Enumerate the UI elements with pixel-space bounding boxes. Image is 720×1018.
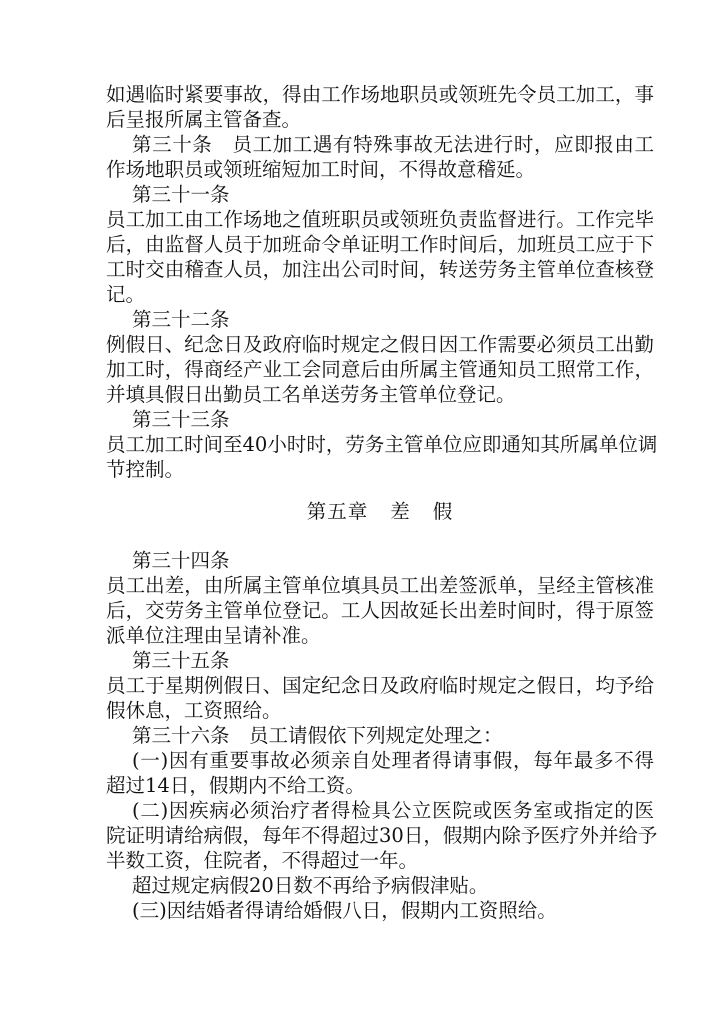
list-item-1: (一)因有重要事故必须亲自处理者得请事假，每年最多不得 [132, 749, 654, 772]
article-30-line: 第三十条 员工加工遇有特殊事故无法进行时，应即报由工 [132, 133, 654, 156]
chapter-number: 第五章 [306, 500, 369, 523]
chapter-title-char: 假 [432, 500, 454, 523]
article-heading: 第三十二条 [132, 308, 230, 331]
article-36-line: 第三十六条 员工请假依下列规定处理之： [132, 724, 503, 747]
text-line: 院证明请给病假，每年不得超过30日，假期内除予医疗外并给予 [106, 824, 658, 847]
text-line: 记。 [106, 283, 146, 306]
list-item-3: (三)因结婚者得请给婚假八日，假期内工资照给。 [132, 899, 557, 922]
text-line: 节控制。 [106, 458, 185, 481]
text-line: 员工加工由工作场地之值班职员或领班负责监督进行。工作完毕 [106, 208, 654, 231]
text-line: 半数工资，住院者，不得超过一年。 [106, 849, 419, 872]
article-heading: 第三十五条 [132, 649, 230, 672]
text-line: 后呈报所属主管备查。 [106, 108, 302, 131]
chapter-heading [106, 499, 654, 524]
text-line: 加工时，得商经产业工会同意后由所属主管通知员工照常工作， [106, 358, 654, 381]
article-heading: 第三十一条 [132, 183, 230, 206]
list-item-2: (二)因疾病必须治疗者得检具公立医院或医务室或指定的医 [132, 799, 654, 822]
text-line: 超过14日，假期内不给工资。 [106, 774, 365, 797]
text-line: 并填具假日出勤员工名单送劳务主管单位登记。 [106, 383, 516, 406]
text-line: 假休息，工资照给。 [106, 699, 282, 722]
article-heading: 第三十四条 [132, 549, 230, 572]
text-line: 员工加工时间至40小时时，劳务主管单位应即通知其所属单位调 [106, 433, 658, 456]
text-line: 如遇临时紧要事故，得由工作场地职员或领班先令员工加工，事 [106, 83, 654, 106]
text-line: 例假日、纪念日及政府临时规定之假日因工作需要必须员工出勤 [106, 333, 654, 356]
text-line: 超过规定病假20日数不再给予病假津贴。 [132, 874, 489, 897]
text-line: 员工出差，由所属主管单位填具员工出差签派单，呈经主管核准 [106, 574, 654, 597]
text-line: 员工于星期例假日、国定纪念日及政府临时规定之假日，均予给 [106, 674, 654, 697]
text-line: 派单位注理由呈请补准。 [106, 624, 321, 647]
document-page [106, 82, 658, 923]
text-line: 作场地职员或领班缩短加工时间，不得故意稽延。 [106, 158, 536, 181]
text-line: 后，交劳务主管单位登记。工人因故延长出差时间时，得于原签 [106, 599, 654, 622]
chapter-title-char: 差 [390, 500, 411, 523]
text-line: 工时交由稽查人员，加注出公司时间，转送劳务主管单位查核登 [106, 258, 654, 281]
article-heading: 第三十三条 [132, 408, 230, 431]
text-line: 后，由监督人员于加班命令单证明工作时间后，加班员工应于下 [106, 233, 654, 256]
